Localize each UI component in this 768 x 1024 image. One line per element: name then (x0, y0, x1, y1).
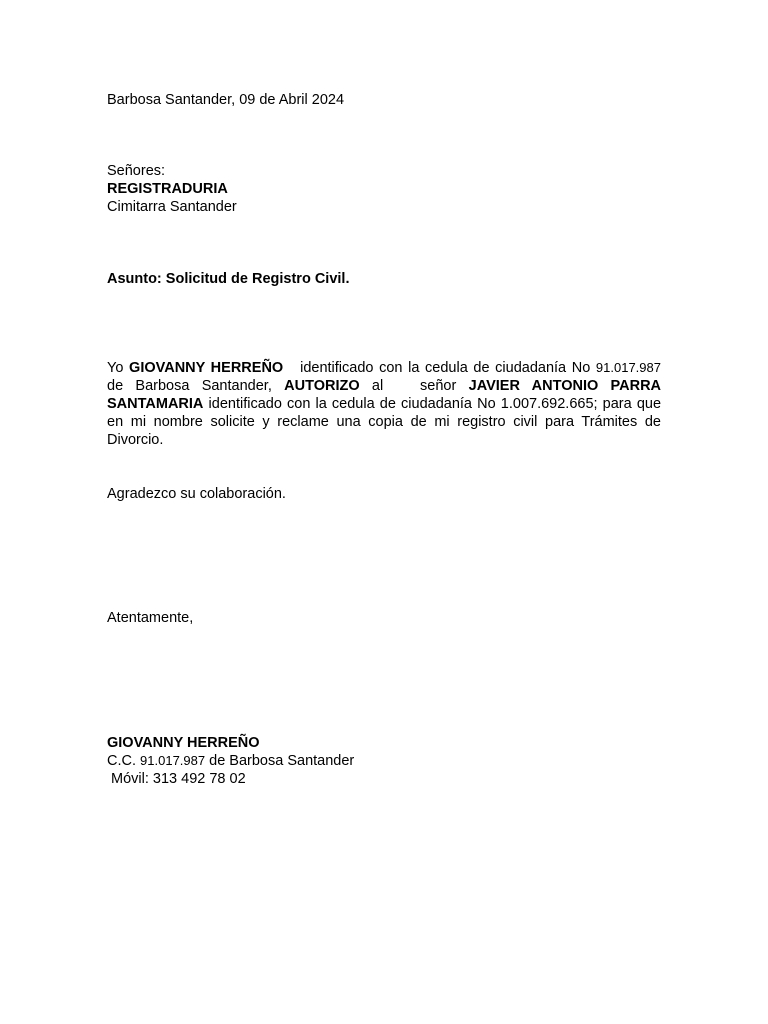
body-text-4: al señor (371, 378, 457, 394)
thanks-line (107, 485, 661, 503)
grantor-id: 91.017.987 (595, 360, 661, 375)
closing-line (107, 609, 661, 627)
body-text-3: de Barbosa Santander, (107, 378, 272, 394)
grantor-name: GIOVANNY HERREÑO (129, 360, 284, 376)
body-text-5: identificado con la cedula de ciudadanía No 1.007.692.665; para que en mi nombre solicite y reclame una copia de mi registro civil para Trámites de Divorcio. (107, 396, 662, 448)
body-text-1: Yo (107, 360, 124, 376)
closing-text: Atentamente, (107, 610, 194, 626)
date-line (107, 91, 661, 109)
signature-id-suffix: de Barbosa Santander (209, 753, 355, 769)
recipient-block (107, 162, 661, 216)
body-paragraph (107, 359, 661, 449)
date-text: Barbosa Santander, 09 de Abril 2024 (107, 92, 345, 108)
subject-text: Asunto: Solicitud de Registro Civil. (107, 271, 350, 287)
signature-block (107, 734, 661, 788)
subject-line (107, 270, 661, 288)
thanks-text: Agradezco su colaboración. (107, 486, 286, 502)
recipient-entity: REGISTRADURIA (107, 181, 228, 197)
signature-phone: Móvil: 313 492 78 02 (107, 771, 246, 787)
body-text-2: identificado con la cedula de ciudadanía No (300, 360, 591, 376)
authorize-word: AUTORIZO (284, 378, 360, 394)
signature-id-number: 91.017.987 (140, 753, 206, 768)
agent-name: JAVIER ANTONIO PARRA SANTAMARIA (107, 378, 662, 412)
signature-id-line (107, 752, 661, 770)
salutation: Señores: (107, 163, 166, 179)
signature-name: GIOVANNY HERREÑO (107, 735, 260, 751)
recipient-city: Cimitarra Santander (107, 199, 237, 215)
signature-id-prefix: C.C. (107, 753, 136, 769)
